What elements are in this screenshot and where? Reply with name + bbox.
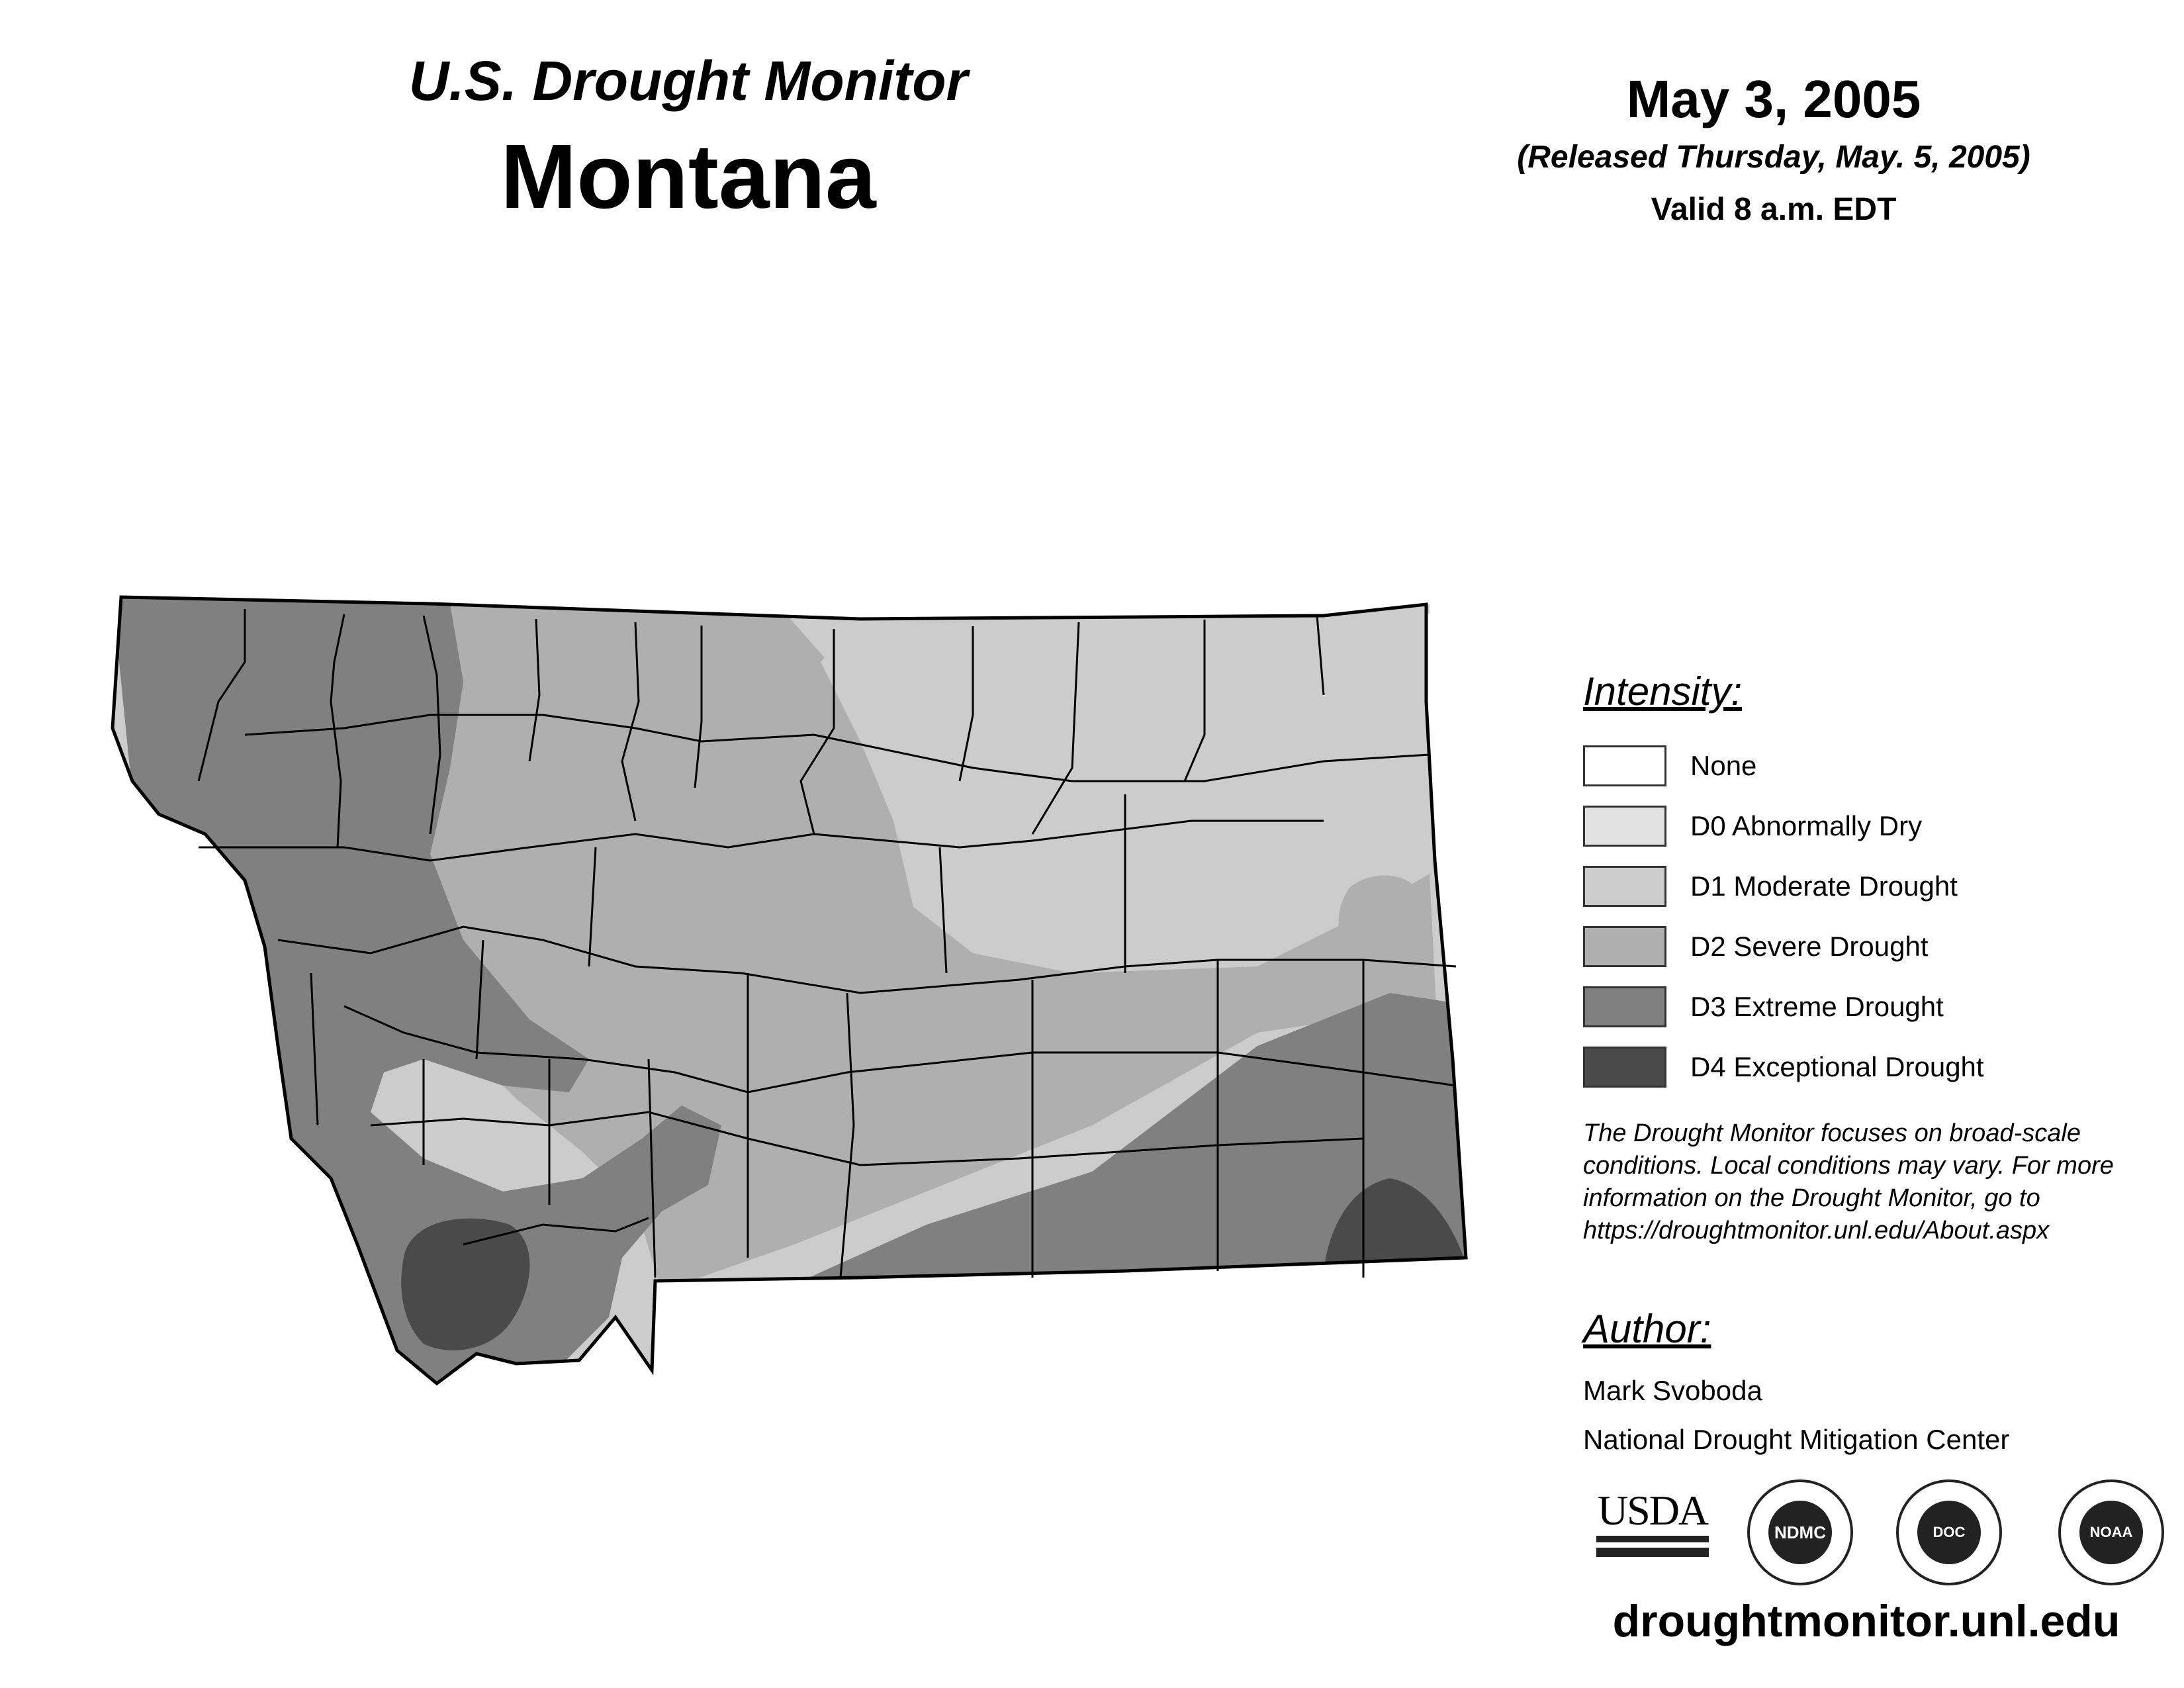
legend-swatch-d4 [1583,1047,1666,1088]
usda-logo-text: USDA [1597,1487,1708,1534]
legend-item [1583,796,2179,856]
legend-title: Intensity: [1583,669,1743,714]
note-line: conditions. Local conditions may vary. For more [1583,1152,2114,1180]
legend-swatch-d3 [1583,986,1666,1027]
agency-logos [1582,1476,2177,1589]
usda-logo-bar [1596,1548,1709,1557]
release-date: (Released Thursday, May. 5, 2005) [1517,140,2030,175]
legend-swatch-d0 [1583,806,1666,847]
noaa-logo-text: NOAA [2079,1501,2143,1564]
doc-seal-text: DOC [1917,1501,1981,1564]
legend-label: None [1690,749,1757,781]
legend-label: D0 Abnormally Dry [1690,810,1923,841]
intensity-legend [1583,669,2179,1097]
map-subtitle: U.S. Drought Monitor [408,50,968,112]
legend-swatch-d2 [1583,926,1666,967]
legend-item [1583,856,2179,916]
author-block [1583,1309,2179,1464]
disclaimer-note [1583,1117,2179,1247]
map-title-state: Montana [500,126,876,228]
doc-seal-logo [1896,1479,2002,1585]
legend-label: D2 Severe Drought [1690,930,1929,962]
legend-item [1583,735,2179,796]
author-name: Mark Svoboda [1583,1375,1762,1406]
note-line: The Drought Monitor focuses on broad-scale [1583,1119,2081,1147]
ndmc-logo [1747,1479,1853,1585]
note-line: information on the Drought Monitor, go to [1583,1184,2040,1212]
date-block [1456,70,2091,228]
legend-label: D4 Exceptional Drought [1690,1051,1984,1082]
legend-swatch-none [1583,745,1666,786]
valid-time: Valid 8 a.m. EDT [1651,192,1897,227]
noaa-logo [2058,1479,2164,1585]
note-link[interactable]: https://droughtmonitor.unl.edu/About.aspx [1583,1217,2050,1244]
author-title: Author: [1583,1307,1711,1351]
legend-item [1583,976,2179,1037]
map-date: May 3, 2005 [1626,70,1921,128]
usda-logo [1596,1489,1709,1575]
usda-logo-bar [1596,1536,1709,1542]
website-link[interactable]: droughtmonitor.unl.edu [1612,1596,2120,1646]
title-block [291,50,1085,228]
legend-item [1583,1037,2179,1097]
legend-label: D1 Moderate Drought [1690,870,1958,902]
legend-item [1583,916,2179,976]
legend-label: D3 Extreme Drought [1690,990,1944,1022]
legend-swatch-d1 [1583,866,1666,907]
author-org: National Drought Mitigation Center [1583,1424,2010,1455]
ndmc-logo-text: NDMC [1768,1501,1832,1564]
